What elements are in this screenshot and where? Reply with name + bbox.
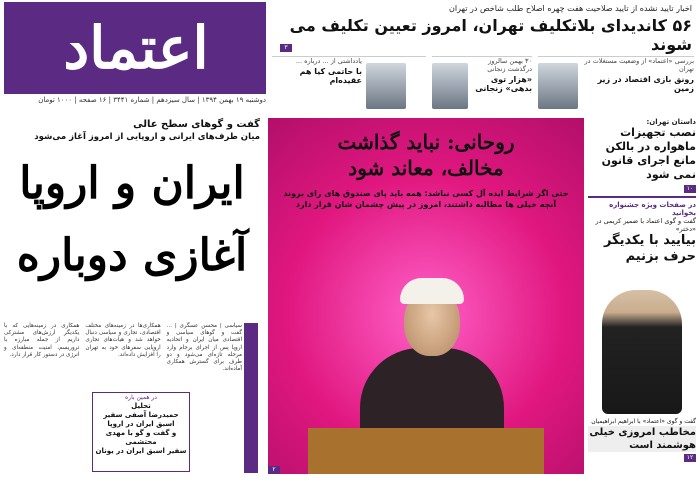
page-tag: ۱۰ bbox=[684, 185, 696, 193]
portrait-photo bbox=[366, 63, 406, 109]
body-column: سیاسی | محسن عسگری | ... گفت و گوهای سیاسی و اقتصادی میان ایران و اتحادیه اروپا پس از اجرای برجام وارد مرحله تازه‌ای می‌شود و دو طرف برای گسترش همکاری آماده‌اند. bbox=[166, 323, 242, 373]
lead-story bbox=[4, 118, 260, 288]
teaser-2[interactable] bbox=[432, 56, 532, 113]
lead-kicker-2: میان طرف‌های ایرانی و اروپایی از امروز آغاز می‌شود bbox=[34, 132, 260, 142]
right-column bbox=[588, 118, 696, 265]
podium bbox=[308, 428, 544, 474]
rc-kicker-2: گفت و گوی اعتماد با ضمیر کریمی در «دختر» bbox=[595, 217, 696, 233]
teaser-1[interactable] bbox=[538, 56, 694, 113]
page-tag: ۱۲ bbox=[684, 454, 696, 462]
feature-headline-2: مخالف، معاند شود bbox=[348, 156, 504, 180]
teaser-kicker: یادداشتی از ... درباره ... bbox=[295, 57, 362, 65]
related-line: سفیر اسبق ایران در یونان bbox=[95, 447, 187, 455]
page-tag: ۳ bbox=[280, 44, 292, 52]
interview-photo bbox=[602, 290, 682, 414]
teaser-head: رونق بازی اقتصاد در زیر زمین bbox=[597, 75, 694, 93]
right-bottom bbox=[588, 418, 696, 462]
portrait-photo bbox=[538, 63, 578, 109]
body-column: همکاری‌ها در زمینه‌های مختلف اقتصادی، تجاری و سیاسی دنبال خواهد شد و هیات‌های تجاری اروپایی سفرهای خود به تهران را افزایش داده‌اند. bbox=[85, 323, 161, 358]
rc-headline-2[interactable]: بیایید با یکدیگر حرف بزنیم bbox=[603, 233, 696, 264]
teaser-kicker: بررسی «اعتماد» از وضعیت مستغلات در تهران bbox=[584, 57, 694, 73]
section-rule bbox=[588, 196, 696, 198]
related-label: در همین باره bbox=[125, 394, 157, 401]
masthead-logo: اعتماد bbox=[63, 14, 209, 82]
teaser-kicker: ۳۰ بهمن سالروز درگذشت زنجانی bbox=[487, 57, 532, 73]
related-line: حمیدرضا آصفی سفیر اسبق ایران در اروپا bbox=[103, 411, 179, 428]
teaser-head: با حاتمی کیا هم عقیده‌ام bbox=[299, 67, 362, 85]
related-box[interactable] bbox=[92, 392, 190, 472]
bottom-headline[interactable]: مخاطب امروزی خیلی هوشمند است bbox=[589, 427, 696, 451]
dateline: دوشنبه ۱۹ بهمن ۱۳۹۴ | سال سیزدهم | شماره ۳۴۴۱ | ۱۶ صفحه | ۱۰۰۰ تومان bbox=[38, 96, 266, 104]
lead-kicker: گفت و گوهای سطح عالی bbox=[133, 119, 260, 130]
rc-headline[interactable]: نصب تجهیزات ماهواره در بالکن مانع اجرای قانون نمی شود bbox=[601, 126, 696, 181]
teaser-3[interactable] bbox=[272, 56, 426, 113]
photo-caption: گفت و گوی «اعتماد» با ابراهیم ابراهیمیان bbox=[591, 418, 696, 425]
lead-headline-1[interactable]: ایران و اروپا bbox=[19, 158, 245, 209]
top-kicker: اخبار تایید نشده از تایید صلاحیت هفت چهره اصلاح طلب شاخص در تهران bbox=[449, 4, 692, 13]
lead-headline-2[interactable]: آغازی دوباره bbox=[16, 230, 248, 281]
related-line: تحلیل bbox=[131, 402, 151, 410]
top-headline[interactable]: ۵۶ کاندیدای بلاتکلیف تهران، امروز تعیین تکلیف می شوند bbox=[289, 16, 692, 54]
body-column: همکاری در زمینه‌هایی که با یکدیگر ارزش‌های مشترکی داریم از جمله مبارزه با تروریسم، امنیت منطقه‌ای و انرژی در دستور کار قرار دارد. bbox=[4, 323, 80, 358]
vertical-rule bbox=[244, 323, 258, 473]
page-tag: ۲ bbox=[268, 466, 280, 474]
feature-subhead: حتی اگر شرایط ایده آل کسی نباشد: همه باید پای صندوق های رای بروند آنچه خیلی ها مطالبه داشتند، امروز در پیش چشمان شان قرار دارد bbox=[283, 189, 569, 209]
figure-turban bbox=[400, 278, 464, 304]
rc-kicker: داستان تهران: bbox=[646, 118, 696, 126]
section-label: در صفحات ویژه جشنواره بخوانید bbox=[609, 201, 696, 217]
portrait-photo bbox=[432, 63, 468, 109]
teaser-head: «هزار توی بدهی» زنجانی bbox=[475, 75, 532, 93]
feature-headline-1: روحانی: نباید گذاشت bbox=[337, 130, 515, 154]
related-line: و گفت و گو با مهدی محتشمی bbox=[105, 429, 177, 446]
feature-photo-block[interactable] bbox=[268, 118, 584, 474]
masthead bbox=[4, 2, 266, 94]
